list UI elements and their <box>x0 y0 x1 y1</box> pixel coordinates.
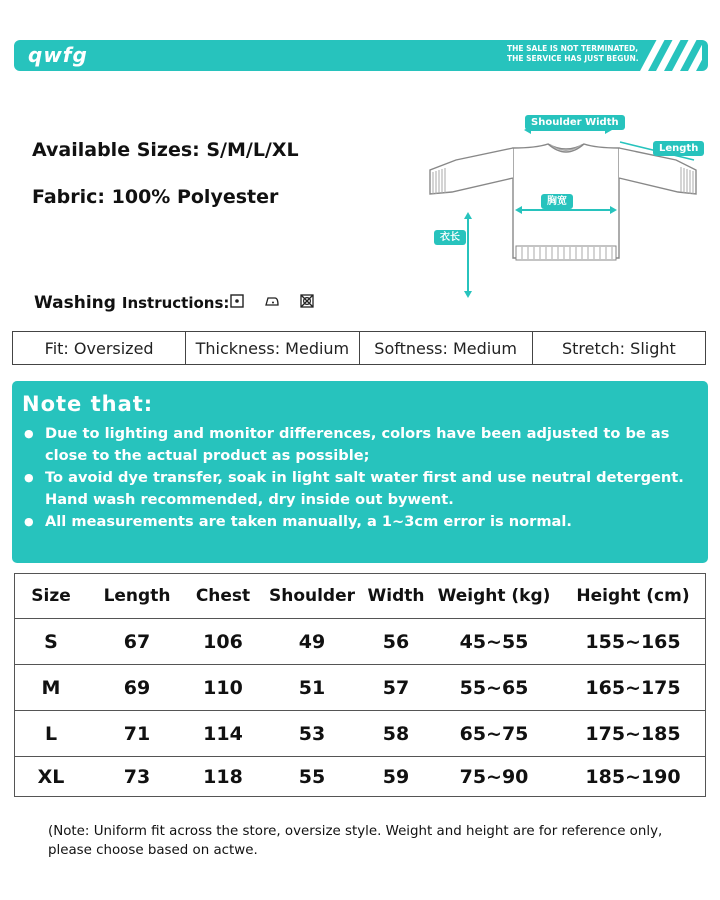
cell-weight: 65~75 <box>459 722 529 745</box>
note-list <box>24 423 694 533</box>
cell-weight: 55~65 <box>459 676 529 699</box>
cell-height: 185~190 <box>585 765 681 788</box>
header-weight: Weight (kg) <box>437 586 551 606</box>
attr-stretch: Stretch: Slight <box>561 338 676 358</box>
table-row <box>15 711 705 757</box>
washing-icons <box>230 294 314 314</box>
cell-weight: 45~55 <box>459 630 529 653</box>
washing-label-big: Washing <box>34 293 116 313</box>
banner-tagline <box>507 44 639 64</box>
cell-weight: 75~90 <box>459 765 529 788</box>
cell-width: 56 <box>382 630 410 653</box>
cell-height: 165~175 <box>585 676 681 699</box>
table-row <box>15 757 705 796</box>
table-row <box>15 665 705 711</box>
header-banner <box>14 40 708 71</box>
note-item: ● All measurements are taken manually, a 1~3cm error is normal. <box>24 511 694 533</box>
fabric-info: Fabric: 100% Polyester <box>32 186 279 208</box>
cell-width: 59 <box>382 765 410 788</box>
cell-width: 58 <box>382 722 410 745</box>
cell-height: 175~185 <box>585 722 681 745</box>
body-length-label: 衣长 <box>434 230 466 245</box>
banner-tagline-line1: THE SALE IS NOT TERMINATED, <box>507 44 639 53</box>
cell-size: S <box>44 630 58 653</box>
cell-length: 73 <box>123 765 151 788</box>
header-shoulder: Shoulder <box>268 586 356 606</box>
iron-icon <box>264 294 280 314</box>
header-size: Size <box>31 586 71 606</box>
note-box <box>12 381 708 563</box>
brand-logo: qwfg <box>28 43 88 67</box>
cell-length: 71 <box>123 722 151 745</box>
available-sizes: Available Sizes: S/M/L/XL <box>32 139 299 161</box>
length-label: Length <box>653 141 704 156</box>
no-tumble-dry-icon <box>300 294 314 314</box>
cell-length: 67 <box>123 630 151 653</box>
table-header-row <box>15 574 705 619</box>
hand-wash-icon <box>230 294 244 314</box>
header-height: Height (cm) <box>576 586 690 606</box>
cell-shoulder: 55 <box>298 765 326 788</box>
cell-shoulder: 53 <box>298 722 326 745</box>
shoulder-width-label: Shoulder Width <box>525 115 625 130</box>
header-chest: Chest <box>195 586 251 606</box>
chest-label: 胸宽 <box>541 194 573 209</box>
cell-size: L <box>44 722 58 745</box>
cell-shoulder: 51 <box>298 676 326 699</box>
cell-length: 69 <box>123 676 151 699</box>
banner-tagline-line2: THE SERVICE HAS JUST BEGUN. <box>507 54 639 63</box>
cell-size: XL <box>37 765 65 788</box>
size-diagram <box>416 108 706 308</box>
fabric-attributes <box>12 331 706 365</box>
cell-chest: 106 <box>203 630 243 653</box>
note-title: Note that: <box>22 392 154 416</box>
attr-softness: Softness: Medium <box>360 332 533 364</box>
header-width: Width <box>367 586 425 606</box>
cell-chest: 114 <box>203 722 243 745</box>
banner-stripes-icon <box>638 40 702 71</box>
note-item: ● To avoid dye transfer, soak in light salt water first and use neutral detergent. Hand wash recommended, dry inside out bywent. <box>24 467 694 511</box>
washing-instructions-label <box>34 293 229 313</box>
note-item: ● Due to lighting and monitor differences, colors have been adjusted to be as close to the actual product as possible; <box>24 423 694 467</box>
cell-shoulder: 49 <box>298 630 326 653</box>
cell-size: M <box>41 676 61 699</box>
cell-chest: 118 <box>203 765 243 788</box>
size-table <box>14 573 706 797</box>
attr-thickness: Thickness: Medium <box>186 332 359 364</box>
cell-chest: 110 <box>203 676 243 699</box>
cell-width: 57 <box>382 676 410 699</box>
washing-label-small: Instructions: <box>121 294 230 312</box>
cell-height: 155~165 <box>585 630 681 653</box>
footnote: (Note: Uniform fit across the store, oversize style. Weight and height are for reference only, please choose based on actwe. <box>48 824 663 858</box>
table-row <box>15 619 705 665</box>
attr-fit: Fit: Oversized <box>13 332 186 364</box>
header-length: Length <box>103 586 171 606</box>
